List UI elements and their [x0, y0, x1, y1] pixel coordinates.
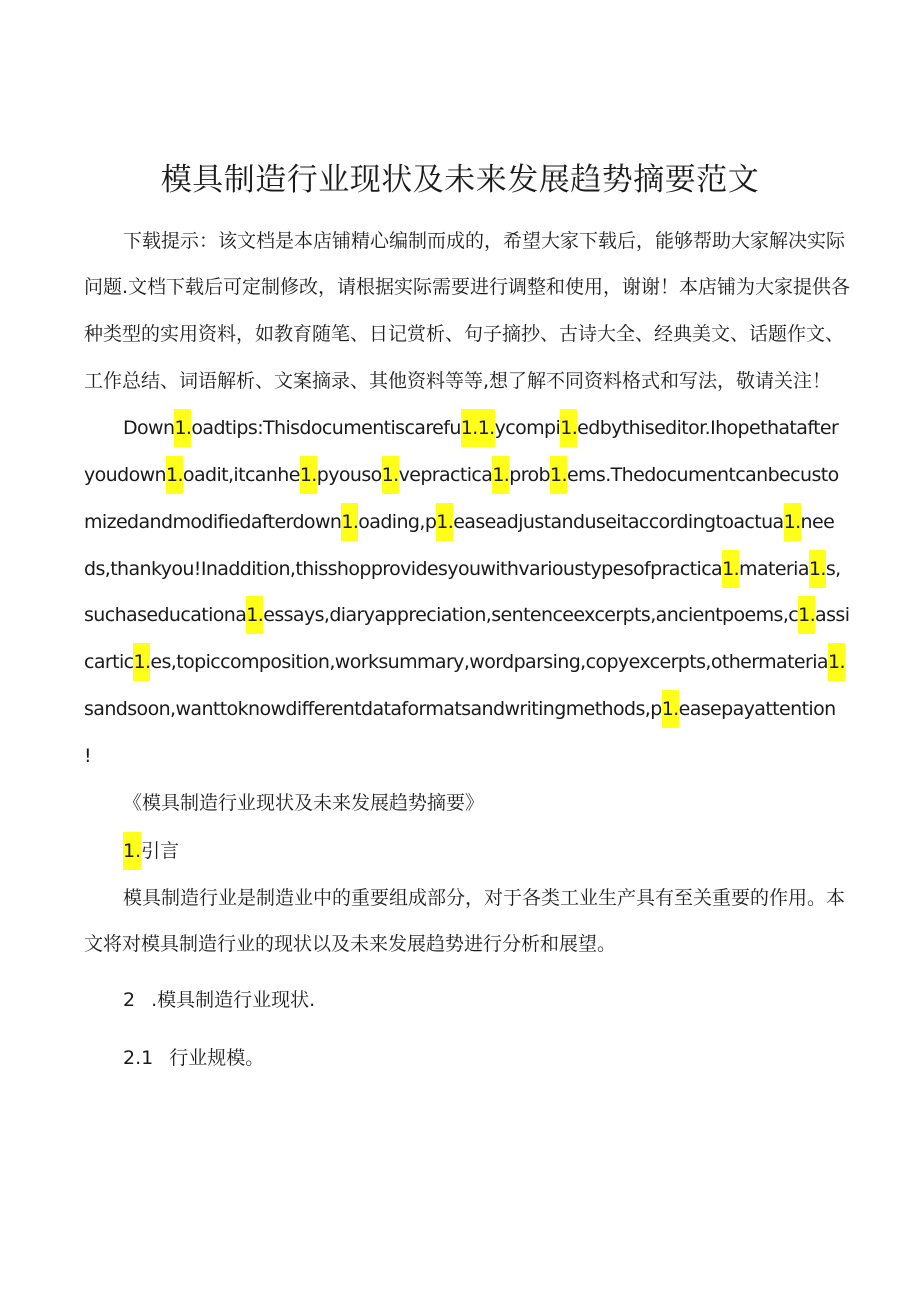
- intro-line: 文将对模具制造行业的现状以及未来发展趋势进行分析和展望。: [84, 933, 617, 955]
- tip-zh-line: 种类型的实用资料，如教育随笔、日记赏析、句子摘抄、古诗大全、经典美文、话题作文、: [84, 323, 845, 345]
- tip-en-line: [84, 600, 849, 630]
- text-run: assi: [815, 604, 850, 626]
- tip-en-line: [84, 647, 845, 677]
- section-heading-2-1: [123, 1043, 264, 1073]
- highlight-mark: 1.: [828, 643, 845, 681]
- text-run: ems.Thedocumentcanbecusto: [566, 464, 839, 486]
- highlight-mark: 1.: [436, 503, 453, 541]
- text-run: oading,p: [358, 511, 437, 533]
- section-heading-1: [123, 836, 179, 866]
- highlight-mark: 1.: [550, 456, 567, 494]
- highlight-mark: 1.: [784, 503, 801, 541]
- tip-en-line: [123, 413, 838, 443]
- highlight-mark: 1.: [246, 596, 263, 634]
- section-heading-2: [123, 985, 315, 1015]
- section-title: .模具制造行业现状.: [151, 989, 316, 1011]
- section-number: 2: [123, 989, 136, 1011]
- highlight-mark: 1.: [174, 409, 191, 447]
- section-title: 行业规模。: [169, 1047, 265, 1069]
- tip-zh-line: 下载提示：该文档是本店铺精心编制而成的，希望大家下载后，能够帮助大家解决实际: [123, 230, 846, 252]
- text-run: Down: [123, 417, 175, 439]
- text-run: mizedandmodifiedafterdown: [84, 511, 342, 533]
- highlight-mark: 1.1.: [461, 409, 495, 447]
- text-run: suchaseducationa: [84, 604, 247, 626]
- text-run: es,topiccomposition,worksummary,wordparsing,copyexcerpts,othermateria: [150, 651, 828, 673]
- highlight-mark: 1.: [560, 409, 577, 447]
- text-run: cartic: [84, 651, 134, 673]
- highlight-mark: 1.: [798, 596, 815, 634]
- highlight-mark: 1.: [341, 503, 358, 541]
- text-run: youdown: [84, 464, 166, 486]
- text-run: s,: [825, 558, 841, 580]
- highlight-mark: 1.: [166, 456, 183, 494]
- highlight-mark: 1.: [722, 550, 739, 588]
- tip-en-line: [84, 694, 836, 724]
- text-run: edbythiseditor.Ihopethatafter: [577, 417, 839, 439]
- text-run: oadtips:Thisdocumentiscarefu: [191, 417, 461, 439]
- text-run: essays,diaryappreciation,sentenceexcerpts,ancientpoems,c: [263, 604, 799, 626]
- highlight-mark: 1.: [382, 456, 399, 494]
- text-run: ycompi: [494, 417, 561, 439]
- section-number: 2.1: [123, 1047, 154, 1069]
- tip-en-line: [84, 460, 839, 490]
- tip-zh-line: 问题.文档下载后可定制修改，请根据实际需要进行调整和使用，谢谢！本店铺为大家提供各: [84, 276, 851, 298]
- highlight-mark: 1.: [133, 643, 150, 681]
- text-run: sandsoon,wanttoknowdifferentdataformatsandwritingmethods,p: [84, 698, 662, 720]
- tip-zh-line: 工作总结、词语解析、文案摘录、其他资料等等,想了解不同资料格式和写法，敬请关注！: [84, 370, 832, 392]
- text-run: prob: [509, 464, 550, 486]
- text-run: materia: [739, 558, 809, 580]
- tip-en-line: [84, 554, 841, 584]
- document-subtitle: 《模具制造行业现状及未来发展趋势摘要》: [123, 792, 485, 814]
- highlight-mark: 1.: [809, 550, 826, 588]
- text-run: oadit,itcanhe: [182, 464, 300, 486]
- text-run: pyouso: [316, 464, 382, 486]
- text-run: nee: [800, 511, 835, 533]
- highlight-mark: 1.: [662, 690, 679, 728]
- highlight-mark: 1.: [300, 456, 317, 494]
- text-run: ds,thankyou!Inaddition,thisshopprovidesyouwithvarioustypesofpractica: [84, 558, 723, 580]
- text-run: !: [84, 745, 92, 767]
- document-title: 模具制造行业现状及未来发展趋势摘要范文: [160, 162, 760, 198]
- tip-en-line: [84, 507, 834, 537]
- section-number: 1.: [123, 832, 141, 870]
- tip-en-line: [84, 741, 91, 771]
- highlight-mark: 1.: [492, 456, 509, 494]
- section-title: 引言: [141, 840, 180, 862]
- text-run: easepayattention: [678, 698, 836, 720]
- text-run: easeadjustanduseitaccordingtoactua: [453, 511, 784, 533]
- intro-line: 模具制造行业是制造业中的重要组成部分，对于各类工业生产具有至关重要的作用。本: [123, 887, 846, 909]
- text-run: vepractica: [398, 464, 493, 486]
